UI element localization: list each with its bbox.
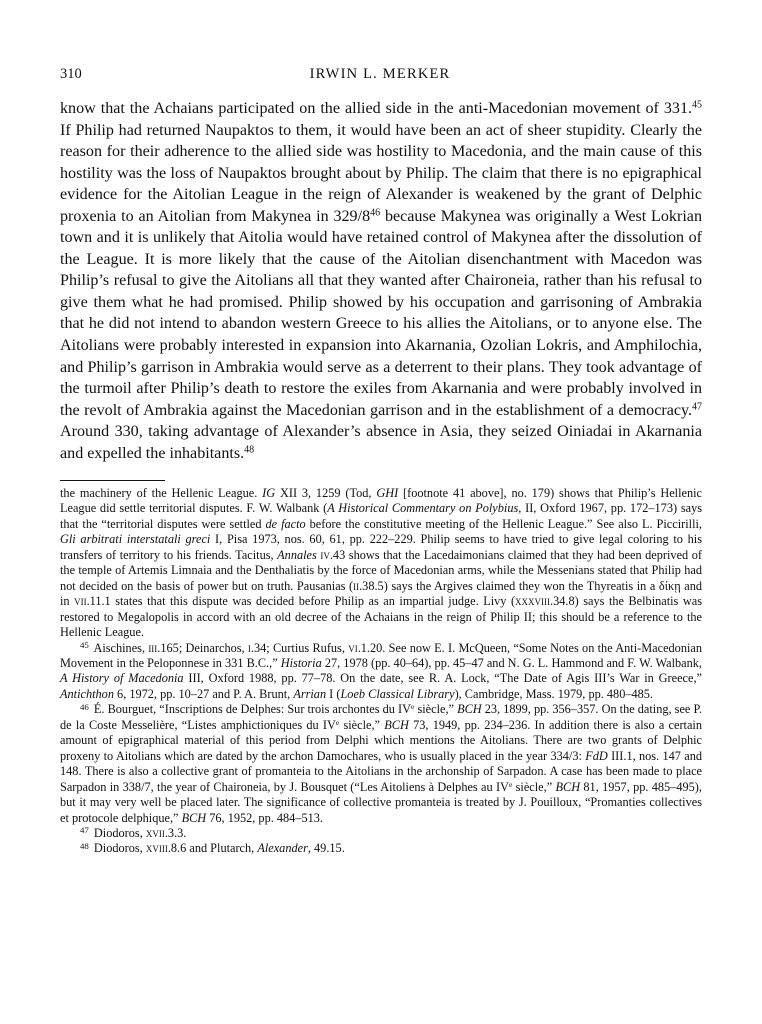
footnote-ref-45[interactable]: 45	[692, 99, 702, 111]
continued-footnote: the machinery of the Hellenic League. IG XII 3, 1259 (Tod, GHI [footnote 41 above], no. 179) shows that Philip’s Hellenic League did settle territorial disputes. F. W. Walbank (A Historical Commentary on Polybius, II, Oxford 1967, pp. 172–173) says that the “territorial disputes were settled de facto before the constitutive meeting of the Hellenic League.” See also L. Piccirilli, Gli arbitrati interstatali greci I, Pisa 1973, nos. 60, 61, pp. 222–229. Philip seems to have tried to give legal coloring to his transfers of territory to his friends. Tacitus, Annales iv.43 shows that the Lacedaimonians claimed that they had been deprived of the temple of Artemis Limnaia and the Denthaliatis by the force of Macedonian arms, while the Messenians stated that Philip had not decided on the basis of power but on truth. Pausanias (ii.38.5) says the Argives claimed they won the Thyreatis in a δίκῃ and in vii.11.1 states that this dispute was decided before Philip as an impartial judge. Livy (xxxviii.34.8) says the Belbinatis was restored to Megalopolis in accord with an old decree of the Achaians in the reign of Philip II; this should be a reference to the Hellenic League.	[60, 486, 702, 640]
page-number: 310	[60, 66, 82, 82]
running-head: IRWIN L. MERKER	[309, 66, 451, 82]
footnote-47: $^{47}$ Diodoros, xvii.3.3.	[80, 825, 187, 840]
footnote-rule	[60, 480, 165, 481]
running-header	[60, 66, 700, 86]
footnote-48: $^{48}$ Diodoros, xviii.8.6 and Plutarch, Alexander, 49.15.	[80, 840, 345, 856]
body-paragraph: know that the Achaians participated on the allied side in the anti-Macedonian movement of 331.45 If Philip had returned Naupaktos to them, it would have been an act of sheer stupidity. Clearly the reason for their adherence to the allied side was hostility to Macedonia, and the main cause of this hostility was the loss of Naupaktos brought about by Philip. The claim that there is no epigraphical evidence for the Aitolian League in the reign of Alexander is weakened by the grant of Delphic proxenia to an Aitolian from Makynea in $329/8^{46}$ because Makynea was originally a West Lokrian town and it is unlikely that Aitolia would have retained control of Makynea after the dissolution of the League. It is more likely that the cause of the Aitolian disenchantment with Macedon was Philip’s refusal to give the Aitolians all that they wanted after Chaironeia, rather than his refusal to give them what he had promised. Philip showed by his occupation and garrisoning of Ambrakia that he did not intend to abandon western Greece to his allies the Aitolians, or to anyone else. The Aitolians were probably interested in expansion into Akarnania, Ozolian Lokris, and Amphilochia, and Philip’s garrison in Ambrakia would serve as a deterrent to their plans. They took advantage of the turmoil after Philip’s death to restore the exiles from Akarnania and were probably involved in the revolt of Ambrakia against the Macedonian garrison and in the establishment of a democracy.$^{47}$ Around 330, taking advantage of Alexander’s absence in Asia, they seized Oiniadai in Akarnania and expelled the inhabitants.$^{48}$	[60, 99, 702, 462]
main-text	[60, 98, 702, 464]
footnote-45: $^{45}$ Aischines, iii.165; Deinarchos, i.34; Curtius Rufus, vi.1.20. See now E. I. McQueen, “Some Notes on the Anti-Macedonian Movement in the Peloponnese in 331 B.C.,” Historia 27, 1978 (pp. 40–64), pp. 45–47 and N. G. L. Hammond and F. W. Walbank, A History of Macedonia III, Oxford 1988, pp. 77–78. On the date, see R. A. Lock, “The Date of Agis III’s War in Greece,” Antichthon 6, 1972, pp. 10–27 and P. A. Brunt, Arrian I (Loeb Classical Library), Cambridge, Mass. 1979, pp. 480–485.	[60, 640, 702, 701]
footnote-ref-48[interactable]: 48	[244, 444, 255, 456]
footnote-ref-46[interactable]: 46	[370, 207, 381, 219]
footnotes	[60, 486, 702, 857]
footnote-46: $^{46}$ É. Bourguet, “Inscriptions de Delphes: Sur trois archontes du IVe siècle,” BCH 23, 1899, pp. 356–357. On the dating, see P. de la Coste Messelière, “Listes amphictioniques du IVe siècle,” BCH 73, 1949, pp. 234–236. In addition there is also a certain amount of epigraphical material of this period from Delphi which mentions the Aitolians. There are two grants of Delphic proxeny to Aitolians which are dated by the archon Damochares, who is usually placed in the year 334/3: FdD III.1, nos. 147 and 148. There is also a collective grant of promanteia to the Aitolians in the archonship of Sarpadon. A case has been made to place Sarpadon in 338/7, the year of Chaironeia, by J. Bousquet (“Les Aitoliens à Delphes au IVe siècle,” BCH 81, 1957, pp. 485–495), but it may very well be placed later. The significance of collective promanteia is treated by J. Pouilloux, “Promanties collectives et protocole delphique,” BCH 76, 1952, pp. 484–513.	[60, 701, 702, 825]
footnote-ref-47[interactable]: 47	[692, 401, 702, 413]
